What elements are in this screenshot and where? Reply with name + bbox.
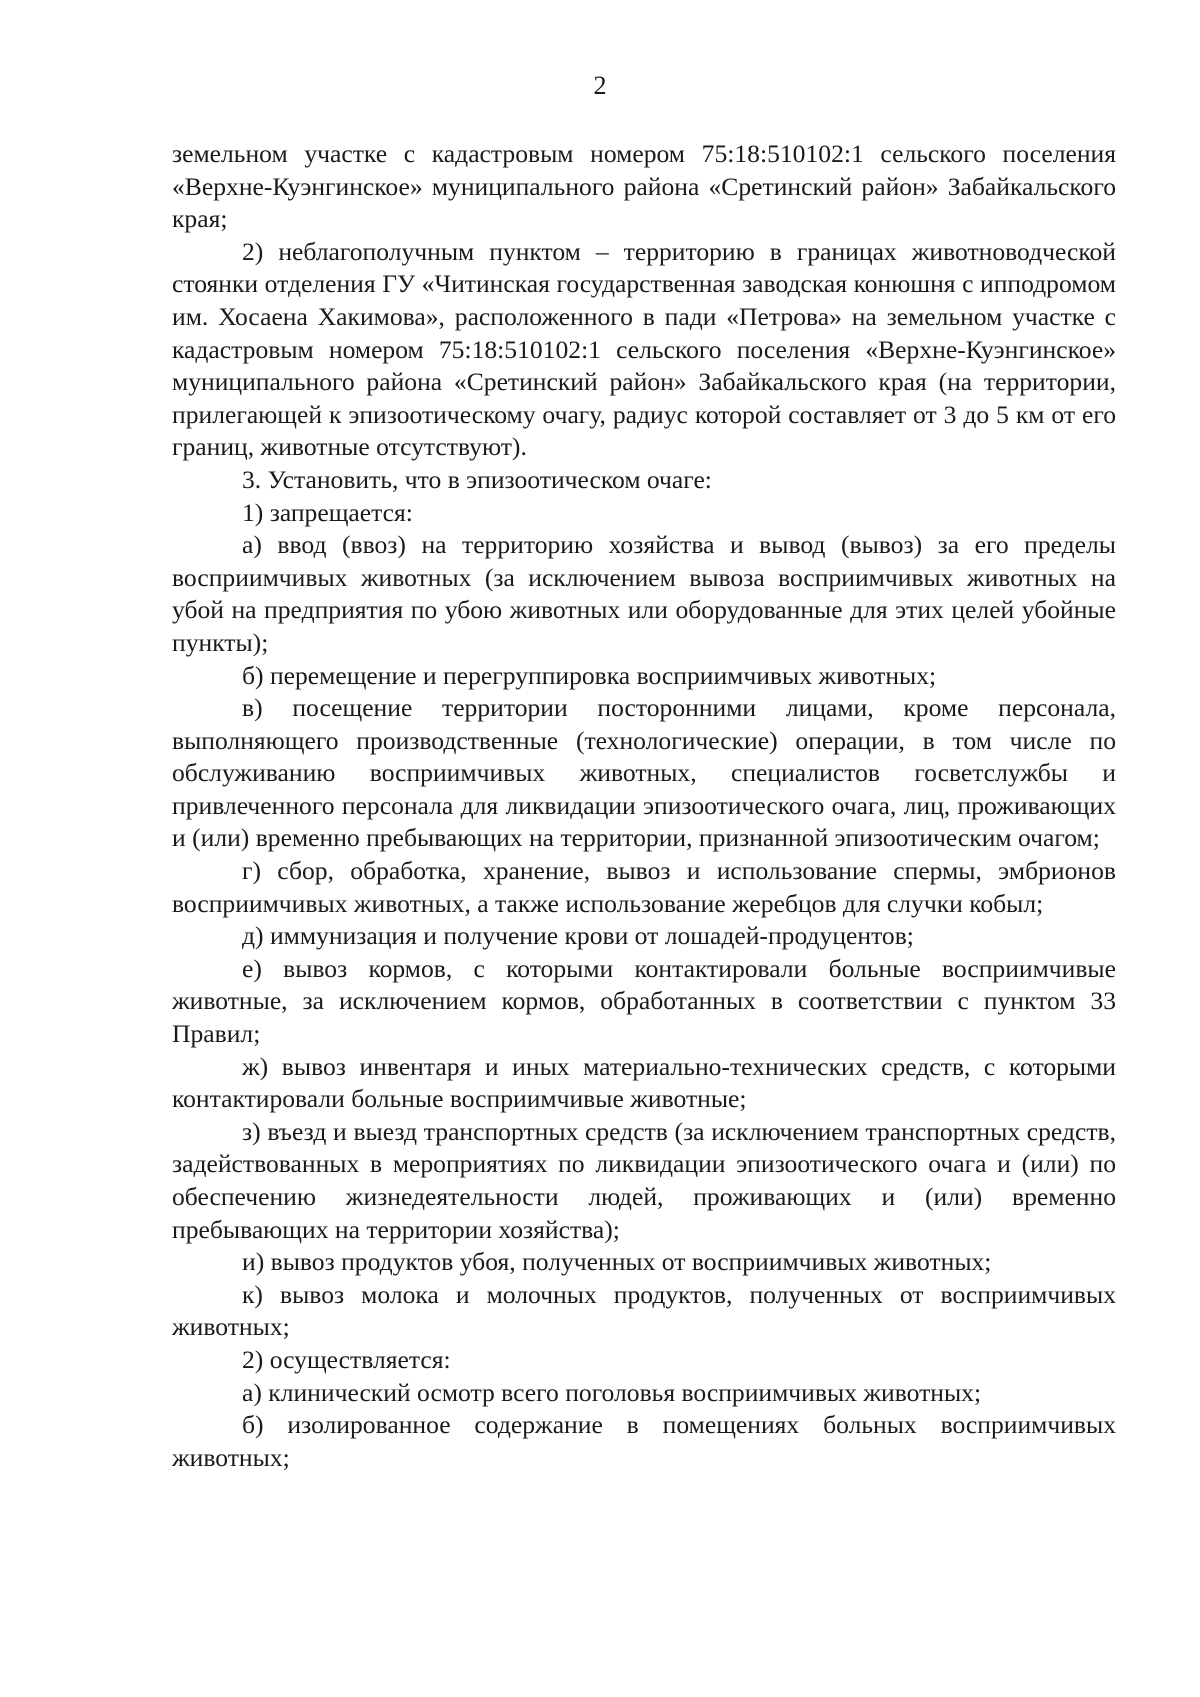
paragraph: ж) вывоз инвентаря и иных материально-технических средств, с которыми контактировали больные восприимчивые животные; (172, 1051, 1116, 1114)
paragraph: 3. Установить, что в эпизоотическом очаге: (242, 464, 712, 494)
paragraph: а) клинический осмотр всего поголовья восприимчивых животных; (242, 1377, 982, 1407)
paragraph: и) вывоз продуктов убоя, полученных от восприимчивых животных; (242, 1247, 992, 1277)
paragraph: 2) неблагополучным пунктом – территорию в границах животноводческой стоянки отделения ГУ «Читинская государственная заводская конюшня с ипподромом им. Хосаена Хакимова», расположенного в пади «Петрова» на земельном участке с кадастровым номером 75:18:510102:1 сельского поселения «Верхне-Куэнгинское» муниципального района «Сретинский район» Забайкальского края (на территории, прилегающей к эпизоотическому очагу, радиус которой составляет от 3 до 5 км от его границ, животные отсутствуют). (172, 236, 1116, 462)
paragraph: 2) осуществляется: (242, 1344, 451, 1374)
paragraph: г) сбор, обработка, хранение, вывоз и использование спермы, эмбрионов восприимчивых животных, а также использование жеребцов для случки кобыл; (172, 856, 1116, 918)
paragraph: б) перемещение и перегруппировка восприимчивых животных; (242, 660, 937, 690)
paragraph: а) ввод (ввоз) на территорию хозяйства и вывод (вывоз) за его пределы восприимчивых животных (за исключением вывоза восприимчивых животных на убой на предприятия по убою животных или оборудованные для этих целей убойные пункты); (172, 530, 1116, 657)
paragraph: б) изолированное содержание в помещениях больных восприимчивых животных; (172, 1410, 1116, 1472)
paragraph: к) вывоз молока и молочных продуктов, полученных от восприимчивых животных; (172, 1279, 1116, 1342)
paragraph: е) вывоз кормов, с которыми контактировали больные восприимчивые животные, за исключением кормов, обработанных в соответствии с пунктом 33 Правил; (172, 953, 1116, 1049)
document-body (172, 138, 1116, 1474)
paragraph: 1) запрещается: (242, 497, 413, 527)
paragraph: д) иммунизация и получение крови от лошадей-продуцентов; (242, 921, 914, 951)
paragraph: земельном участке с кадастровым номером 75:18:510102:1 сельского поселения «Верхне-Куэнгинское» муниципального района «Сретинский район» Забайкальского края; (172, 139, 1116, 234)
page-number: 2 (593, 71, 607, 100)
paragraph: з) въезд и выезд транспортных средств (за исключением транспортных средств, задействованных в мероприятиях по ликвидации эпизоотического очага и (или) по обеспечению жизнедеятельности людей, проживающих и (или) временно пребывающих на территории хозяйства); (172, 1116, 1116, 1244)
paragraph: в) посещение территории посторонними лицами, кроме персонала, выполняющего производственные (технологические) операции, в том числе по обслуживанию восприимчивых животных, специалистов госветслужбы и привлеченного персонала для ликвидации эпизоотического очага, лиц, проживающих и (или) временно пребывающих на территории, признанной эпизоотическим очагом; (172, 693, 1116, 853)
